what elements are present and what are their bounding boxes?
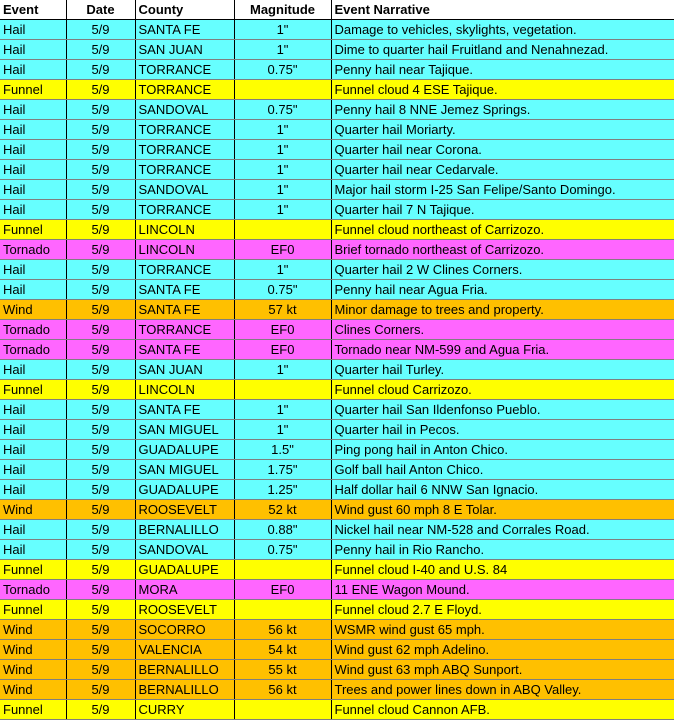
table-row — [0, 80, 674, 100]
event-cell: Hail — [0, 280, 66, 300]
table-row — [0, 540, 674, 560]
narrative-cell: Quarter hail San Ildenfonso Pueblo. — [331, 400, 674, 420]
county-cell: SAN MIGUEL — [135, 460, 234, 480]
magnitude-cell: 0.75" — [234, 540, 331, 560]
narrative-cell: Funnel cloud 2.7 E Floyd. — [331, 600, 674, 620]
event-cell: Hail — [0, 400, 66, 420]
magnitude-cell — [234, 380, 331, 400]
date-cell: 5/9 — [66, 160, 135, 180]
event-cell: Tornado — [0, 340, 66, 360]
header-narrative: Event Narrative — [331, 0, 674, 20]
county-cell: SANDOVAL — [135, 180, 234, 200]
date-cell: 5/9 — [66, 360, 135, 380]
county-cell: ROOSEVELT — [135, 600, 234, 620]
event-cell: Funnel — [0, 220, 66, 240]
date-cell: 5/9 — [66, 520, 135, 540]
narrative-cell: Ping pong hail in Anton Chico. — [331, 440, 674, 460]
narrative-cell: Quarter hail near Corona. — [331, 140, 674, 160]
table-row — [0, 480, 674, 500]
date-cell: 5/9 — [66, 300, 135, 320]
magnitude-cell: 56 kt — [234, 620, 331, 640]
table-row — [0, 160, 674, 180]
table-row — [0, 300, 674, 320]
narrative-cell: Penny hail in Rio Rancho. — [331, 540, 674, 560]
county-cell: BERNALILLO — [135, 660, 234, 680]
table-row — [0, 640, 674, 660]
table-row — [0, 680, 674, 700]
narrative-cell: Funnel cloud Cannon AFB. — [331, 700, 674, 720]
date-cell: 5/9 — [66, 440, 135, 460]
event-cell: Hail — [0, 120, 66, 140]
magnitude-cell: 1" — [234, 140, 331, 160]
narrative-cell: Minor damage to trees and property. — [331, 300, 674, 320]
magnitude-cell: 57 kt — [234, 300, 331, 320]
magnitude-cell: 55 kt — [234, 660, 331, 680]
event-cell: Hail — [0, 100, 66, 120]
table-row — [0, 280, 674, 300]
table-row — [0, 60, 674, 80]
magnitude-cell — [234, 700, 331, 720]
narrative-cell: Funnel cloud northeast of Carrizozo. — [331, 220, 674, 240]
county-cell: CURRY — [135, 700, 234, 720]
narrative-cell: Funnel cloud I-40 and U.S. 84 — [331, 560, 674, 580]
header-magnitude: Magnitude — [234, 0, 331, 20]
table-row — [0, 580, 674, 600]
county-cell: TORRANCE — [135, 260, 234, 280]
date-cell: 5/9 — [66, 340, 135, 360]
county-cell: ROOSEVELT — [135, 500, 234, 520]
event-cell: Hail — [0, 140, 66, 160]
event-cell: Wind — [0, 300, 66, 320]
narrative-cell: Dime to quarter hail Fruitland and Nenahnezad. — [331, 40, 674, 60]
table-row — [0, 360, 674, 380]
date-cell: 5/9 — [66, 680, 135, 700]
event-cell: Tornado — [0, 320, 66, 340]
date-cell: 5/9 — [66, 420, 135, 440]
county-cell: VALENCIA — [135, 640, 234, 660]
county-cell: SANTA FE — [135, 400, 234, 420]
narrative-cell: Funnel cloud 4 ESE Tajique. — [331, 80, 674, 100]
table-row — [0, 200, 674, 220]
table-row — [0, 140, 674, 160]
header-row — [0, 0, 674, 20]
header-county: County — [135, 0, 234, 20]
narrative-cell: Penny hail near Tajique. — [331, 60, 674, 80]
table-row — [0, 500, 674, 520]
county-cell: BERNALILLO — [135, 520, 234, 540]
event-cell: Wind — [0, 680, 66, 700]
event-cell: Hail — [0, 480, 66, 500]
magnitude-cell: EF0 — [234, 320, 331, 340]
narrative-cell: Wind gust 62 mph Adelino. — [331, 640, 674, 660]
magnitude-cell: 1" — [234, 420, 331, 440]
date-cell: 5/9 — [66, 700, 135, 720]
magnitude-cell — [234, 220, 331, 240]
magnitude-cell: 0.75" — [234, 100, 331, 120]
narrative-cell: Penny hail 8 NNE Jemez Springs. — [331, 100, 674, 120]
event-cell: Tornado — [0, 240, 66, 260]
date-cell: 5/9 — [66, 400, 135, 420]
narrative-cell: Golf ball hail Anton Chico. — [331, 460, 674, 480]
date-cell: 5/9 — [66, 500, 135, 520]
date-cell: 5/9 — [66, 60, 135, 80]
event-cell: Wind — [0, 640, 66, 660]
county-cell: TORRANCE — [135, 200, 234, 220]
county-cell: SAN JUAN — [135, 360, 234, 380]
county-cell: GUADALUPE — [135, 560, 234, 580]
date-cell: 5/9 — [66, 280, 135, 300]
county-cell: SOCORRO — [135, 620, 234, 640]
magnitude-cell: 1" — [234, 200, 331, 220]
date-cell: 5/9 — [66, 80, 135, 100]
magnitude-cell: EF0 — [234, 240, 331, 260]
table-row — [0, 220, 674, 240]
magnitude-cell: 1" — [234, 120, 331, 140]
county-cell: SANDOVAL — [135, 100, 234, 120]
date-cell: 5/9 — [66, 480, 135, 500]
magnitude-cell: EF0 — [234, 580, 331, 600]
magnitude-cell: 0.75" — [234, 280, 331, 300]
table-row — [0, 460, 674, 480]
event-cell: Wind — [0, 620, 66, 640]
county-cell: SANTA FE — [135, 300, 234, 320]
table-row — [0, 260, 674, 280]
narrative-cell: Wind gust 63 mph ABQ Sunport. — [331, 660, 674, 680]
event-cell: Wind — [0, 500, 66, 520]
event-cell: Tornado — [0, 580, 66, 600]
narrative-cell: Quarter hail 7 N Tajique. — [331, 200, 674, 220]
narrative-cell: Quarter hail Turley. — [331, 360, 674, 380]
event-cell: Hail — [0, 520, 66, 540]
narrative-cell: Nickel hail near NM-528 and Corrales Road. — [331, 520, 674, 540]
magnitude-cell: 1" — [234, 180, 331, 200]
magnitude-cell: 1.75" — [234, 460, 331, 480]
narrative-cell: Major hail storm I-25 San Felipe/Santo Domingo. — [331, 180, 674, 200]
county-cell: TORRANCE — [135, 320, 234, 340]
table-row — [0, 660, 674, 680]
county-cell: TORRANCE — [135, 140, 234, 160]
narrative-cell: Clines Corners. — [331, 320, 674, 340]
magnitude-cell: 0.75" — [234, 60, 331, 80]
date-cell: 5/9 — [66, 100, 135, 120]
event-cell: Hail — [0, 40, 66, 60]
county-cell: GUADALUPE — [135, 480, 234, 500]
county-cell: SANTA FE — [135, 20, 234, 40]
table-row — [0, 520, 674, 540]
narrative-cell: Quarter hail Moriarty. — [331, 120, 674, 140]
county-cell: TORRANCE — [135, 160, 234, 180]
narrative-cell: Wind gust 60 mph 8 E Tolar. — [331, 500, 674, 520]
county-cell: TORRANCE — [135, 60, 234, 80]
date-cell: 5/9 — [66, 20, 135, 40]
county-cell: TORRANCE — [135, 120, 234, 140]
date-cell: 5/9 — [66, 660, 135, 680]
county-cell: LINCOLN — [135, 380, 234, 400]
table-row — [0, 600, 674, 620]
narrative-cell: 11 ENE Wagon Mound. — [331, 580, 674, 600]
county-cell: SANTA FE — [135, 280, 234, 300]
magnitude-cell: 54 kt — [234, 640, 331, 660]
event-cell: Hail — [0, 20, 66, 40]
narrative-cell: Quarter hail in Pecos. — [331, 420, 674, 440]
narrative-cell: Penny hail near Agua Fria. — [331, 280, 674, 300]
event-cell: Hail — [0, 180, 66, 200]
date-cell: 5/9 — [66, 540, 135, 560]
magnitude-cell: 1" — [234, 260, 331, 280]
county-cell: TORRANCE — [135, 80, 234, 100]
date-cell: 5/9 — [66, 580, 135, 600]
narrative-cell: Quarter hail 2 W Clines Corners. — [331, 260, 674, 280]
event-cell: Wind — [0, 660, 66, 680]
date-cell: 5/9 — [66, 460, 135, 480]
narrative-cell: Brief tornado northeast of Carrizozo. — [331, 240, 674, 260]
table-row — [0, 420, 674, 440]
magnitude-cell: 1" — [234, 360, 331, 380]
date-cell: 5/9 — [66, 620, 135, 640]
magnitude-cell: 1" — [234, 40, 331, 60]
event-cell: Hail — [0, 200, 66, 220]
narrative-cell: Trees and power lines down in ABQ Valley. — [331, 680, 674, 700]
table-row — [0, 620, 674, 640]
date-cell: 5/9 — [66, 220, 135, 240]
event-cell: Funnel — [0, 700, 66, 720]
table-row — [0, 20, 674, 40]
county-cell: BERNALILLO — [135, 680, 234, 700]
table-row — [0, 440, 674, 460]
date-cell: 5/9 — [66, 140, 135, 160]
event-cell: Hail — [0, 60, 66, 80]
date-cell: 5/9 — [66, 380, 135, 400]
date-cell: 5/9 — [66, 260, 135, 280]
table-row — [0, 100, 674, 120]
magnitude-cell — [234, 80, 331, 100]
date-cell: 5/9 — [66, 600, 135, 620]
narrative-cell: Quarter hail near Cedarvale. — [331, 160, 674, 180]
date-cell: 5/9 — [66, 560, 135, 580]
date-cell: 5/9 — [66, 120, 135, 140]
magnitude-cell: 1" — [234, 400, 331, 420]
table-row — [0, 320, 674, 340]
table-body — [0, 20, 674, 720]
header-event: Event — [0, 0, 66, 20]
table-row — [0, 180, 674, 200]
narrative-cell: WSMR wind gust 65 mph. — [331, 620, 674, 640]
county-cell: MORA — [135, 580, 234, 600]
magnitude-cell: 0.88" — [234, 520, 331, 540]
table-row — [0, 380, 674, 400]
magnitude-cell: 1" — [234, 20, 331, 40]
narrative-cell: Funnel cloud Carrizozo. — [331, 380, 674, 400]
magnitude-cell — [234, 600, 331, 620]
county-cell: GUADALUPE — [135, 440, 234, 460]
magnitude-cell: EF0 — [234, 340, 331, 360]
date-cell: 5/9 — [66, 320, 135, 340]
magnitude-cell: 1.5" — [234, 440, 331, 460]
county-cell: SANTA FE — [135, 340, 234, 360]
magnitude-cell — [234, 560, 331, 580]
magnitude-cell: 1.25" — [234, 480, 331, 500]
event-cell: Funnel — [0, 600, 66, 620]
magnitude-cell: 56 kt — [234, 680, 331, 700]
event-cell: Funnel — [0, 80, 66, 100]
event-cell: Hail — [0, 420, 66, 440]
county-cell: LINCOLN — [135, 240, 234, 260]
event-cell: Hail — [0, 160, 66, 180]
table-row — [0, 400, 674, 420]
event-cell: Hail — [0, 540, 66, 560]
magnitude-cell: 52 kt — [234, 500, 331, 520]
date-cell: 5/9 — [66, 640, 135, 660]
table-row — [0, 120, 674, 140]
date-cell: 5/9 — [66, 200, 135, 220]
table-row — [0, 700, 674, 720]
event-cell: Hail — [0, 460, 66, 480]
date-cell: 5/9 — [66, 40, 135, 60]
date-cell: 5/9 — [66, 240, 135, 260]
county-cell: LINCOLN — [135, 220, 234, 240]
narrative-cell: Half dollar hail 6 NNW San Ignacio. — [331, 480, 674, 500]
header-date: Date — [66, 0, 135, 20]
narrative-cell: Damage to vehicles, skylights, vegetation. — [331, 20, 674, 40]
narrative-cell: Tornado near NM-599 and Agua Fria. — [331, 340, 674, 360]
table-row — [0, 340, 674, 360]
county-cell: SANDOVAL — [135, 540, 234, 560]
county-cell: SAN JUAN — [135, 40, 234, 60]
event-cell: Funnel — [0, 560, 66, 580]
event-cell: Hail — [0, 360, 66, 380]
table-row — [0, 560, 674, 580]
table-row — [0, 40, 674, 60]
table-row — [0, 240, 674, 260]
date-cell: 5/9 — [66, 180, 135, 200]
county-cell: SAN MIGUEL — [135, 420, 234, 440]
magnitude-cell: 1" — [234, 160, 331, 180]
event-cell: Funnel — [0, 380, 66, 400]
event-cell: Hail — [0, 440, 66, 460]
event-cell: Hail — [0, 260, 66, 280]
